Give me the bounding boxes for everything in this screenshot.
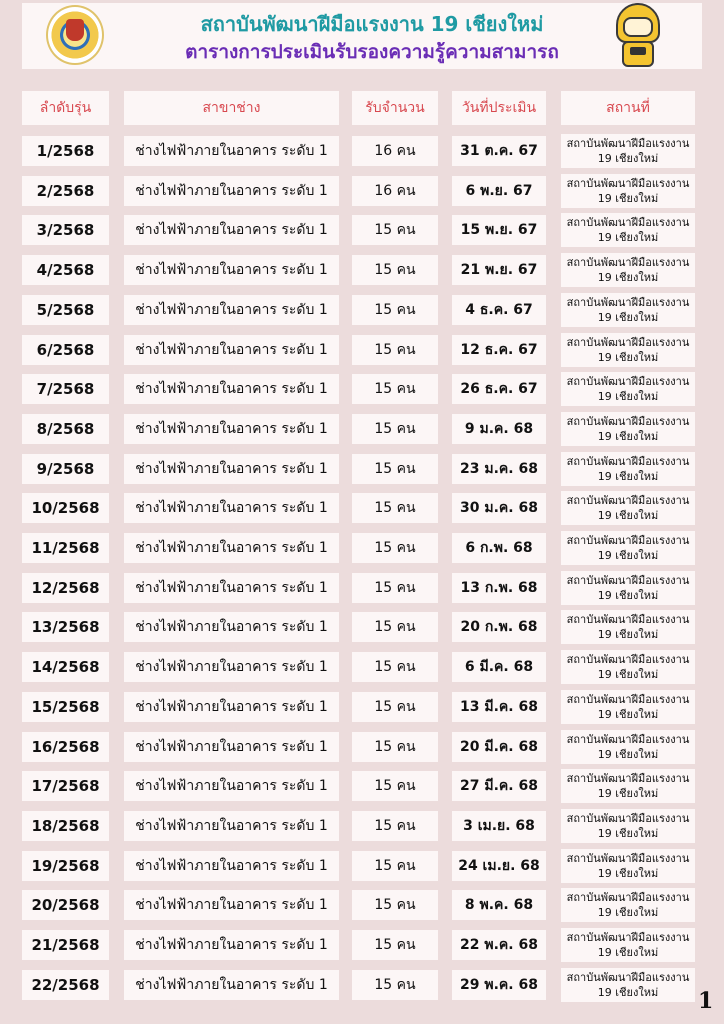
table-cell-date: 26 ธ.ค. 67: [452, 374, 546, 404]
table-cell-date: 3 เม.ย. 68: [452, 811, 546, 841]
table-cell-branch: ช่างไฟฟ้าภายในอาคาร ระดับ 1: [124, 612, 339, 642]
table-cell-batch: 12/2568: [22, 573, 109, 603]
place-line-2: 19 เชียงใหม่: [597, 509, 659, 522]
table-cell-date: 6 พ.ย. 67: [452, 176, 546, 206]
place-line-1: สถาบันพัฒนาฝีมือแรงงาน: [566, 375, 690, 388]
table-cell-batch: 5/2568: [22, 295, 109, 325]
table-cell-batch: 3/2568: [22, 215, 109, 245]
column-header-count: รับจำนวน: [352, 91, 438, 125]
place-line-2: 19 เชียงใหม่: [597, 351, 659, 364]
table-cell-place: [561, 333, 695, 367]
table-cell-date: 13 มี.ค. 68: [452, 692, 546, 722]
table-cell-count: 16 คน: [352, 136, 438, 166]
table-cell-count: 15 คน: [352, 414, 438, 444]
table-cell-date: 13 ก.พ. 68: [452, 573, 546, 603]
table-cell-branch: ช่างไฟฟ้าภายในอาคาร ระดับ 1: [124, 454, 339, 484]
table-cell-place: [561, 809, 695, 843]
place-line-1: สถาบันพัฒนาฝีมือแรงงาน: [566, 733, 690, 746]
place-line-1: สถาบันพัฒนาฝีมือแรงงาน: [566, 415, 690, 428]
table-cell-count: 16 คน: [352, 176, 438, 206]
table-cell-place: [561, 412, 695, 446]
place-line-1: สถาบันพัฒนาฝีมือแรงงาน: [566, 931, 690, 944]
place-line-1: สถาบันพัฒนาฝีมือแรงงาน: [566, 852, 690, 865]
table-cell-branch: ช่างไฟฟ้าภายในอาคาร ระดับ 1: [124, 811, 339, 841]
table-cell-batch: 10/2568: [22, 493, 109, 523]
table-cell-place: [561, 730, 695, 764]
place-line-2: 19 เชียงใหม่: [597, 549, 659, 562]
table-cell-branch: ช่างไฟฟ้าภายในอาคาร ระดับ 1: [124, 851, 339, 881]
place-line-1: สถาบันพัฒนาฝีมือแรงงาน: [566, 613, 690, 626]
table-cell-count: 15 คน: [352, 930, 438, 960]
table-cell-place: [561, 452, 695, 486]
table-cell-batch: 11/2568: [22, 533, 109, 563]
place-line-1: สถาบันพัฒนาฝีมือแรงงาน: [566, 177, 690, 190]
table-cell-branch: ช่างไฟฟ้าภายในอาคาร ระดับ 1: [124, 930, 339, 960]
place-line-1: สถาบันพัฒนาฝีมือแรงงาน: [566, 574, 690, 587]
table-cell-place: [561, 650, 695, 684]
table-cell-date: 15 พ.ย. 67: [452, 215, 546, 245]
table-cell-place: [561, 531, 695, 565]
place-line-2: 19 เชียงใหม่: [597, 867, 659, 880]
table-cell-branch: ช่างไฟฟ้าภายในอาคาร ระดับ 1: [124, 573, 339, 603]
place-line-1: สถาบันพัฒนาฝีมือแรงงาน: [566, 653, 690, 666]
table-cell-branch: ช่างไฟฟ้าภายในอาคาร ระดับ 1: [124, 533, 339, 563]
place-line-2: 19 เชียงใหม่: [597, 271, 659, 284]
place-line-2: 19 เชียงใหม่: [597, 748, 659, 761]
table-cell-date: 21 พ.ย. 67: [452, 255, 546, 285]
column-header-place: สถานที่: [561, 91, 695, 125]
place-line-1: สถาบันพัฒนาฝีมือแรงงาน: [566, 772, 690, 785]
place-line-1: สถาบันพัฒนาฝีมือแรงงาน: [566, 455, 690, 468]
place-line-2: 19 เชียงใหม่: [597, 192, 659, 205]
table-cell-count: 15 คน: [352, 771, 438, 801]
place-line-2: 19 เชียงใหม่: [597, 708, 659, 721]
place-line-2: 19 เชียงใหม่: [597, 152, 659, 165]
table-cell-branch: ช่างไฟฟ้าภายในอาคาร ระดับ 1: [124, 335, 339, 365]
place-line-2: 19 เชียงใหม่: [597, 589, 659, 602]
table-cell-place: [561, 174, 695, 208]
table-cell-count: 15 คน: [352, 533, 438, 563]
place-line-1: สถาบันพัฒนาฝีมือแรงงาน: [566, 216, 690, 229]
table-cell-date: 4 ธ.ค. 67: [452, 295, 546, 325]
table-cell-count: 15 คน: [352, 970, 438, 1000]
table-cell-batch: 4/2568: [22, 255, 109, 285]
table-cell-batch: 19/2568: [22, 851, 109, 881]
table-cell-count: 15 คน: [352, 335, 438, 365]
table-cell-count: 15 คน: [352, 493, 438, 523]
place-line-1: สถาบันพัฒนาฝีมือแรงงาน: [566, 534, 690, 547]
table-cell-branch: ช่างไฟฟ้าภายในอาคาร ระดับ 1: [124, 255, 339, 285]
place-line-2: 19 เชียงใหม่: [597, 827, 659, 840]
place-line-1: สถาบันพัฒนาฝีมือแรงงาน: [566, 812, 690, 825]
table-cell-date: 27 มี.ค. 68: [452, 771, 546, 801]
table-cell-batch: 14/2568: [22, 652, 109, 682]
table-cell-date: 29 พ.ค. 68: [452, 970, 546, 1000]
table-cell-place: [561, 968, 695, 1002]
table-cell-batch: 15/2568: [22, 692, 109, 722]
table-cell-place: [561, 928, 695, 962]
table-cell-batch: 16/2568: [22, 732, 109, 762]
table-cell-batch: 2/2568: [22, 176, 109, 206]
table-cell-branch: ช่างไฟฟ้าภายในอาคาร ระดับ 1: [124, 215, 339, 245]
table-cell-branch: ช่างไฟฟ้าภายในอาคาร ระดับ 1: [124, 890, 339, 920]
table-cell-place: [561, 571, 695, 605]
table-cell-branch: ช่างไฟฟ้าภายในอาคาร ระดับ 1: [124, 493, 339, 523]
place-line-2: 19 เชียงใหม่: [597, 470, 659, 483]
table-cell-place: [561, 849, 695, 883]
place-line-1: สถาบันพัฒนาฝีมือแรงงาน: [566, 891, 690, 904]
table-cell-count: 15 คน: [352, 215, 438, 245]
column-header-date: วันที่ประเมิน: [452, 91, 546, 125]
table-cell-count: 15 คน: [352, 255, 438, 285]
table-cell-date: 30 ม.ค. 68: [452, 493, 546, 523]
place-line-1: สถาบันพัฒนาฝีมือแรงงาน: [566, 336, 690, 349]
table-cell-branch: ช่างไฟฟ้าภายในอาคาร ระดับ 1: [124, 771, 339, 801]
table-cell-place: [561, 372, 695, 406]
place-line-1: สถาบันพัฒนาฝีมือแรงงาน: [566, 296, 690, 309]
table-cell-place: [561, 491, 695, 525]
place-line-2: 19 เชียงใหม่: [597, 390, 659, 403]
table-cell-batch: 7/2568: [22, 374, 109, 404]
table-cell-batch: 20/2568: [22, 890, 109, 920]
column-header-branch: สาขาช่าง: [124, 91, 339, 125]
place-line-1: สถาบันพัฒนาฝีมือแรงงาน: [566, 494, 690, 507]
table-cell-date: 23 ม.ค. 68: [452, 454, 546, 484]
table-cell-date: 6 มี.ค. 68: [452, 652, 546, 682]
institute-emblem-icon: [46, 5, 104, 65]
page-number: 1: [698, 988, 714, 1014]
table-cell-count: 15 คน: [352, 732, 438, 762]
table-cell-date: 6 ก.พ. 68: [452, 533, 546, 563]
place-line-2: 19 เชียงใหม่: [597, 946, 659, 959]
table-cell-branch: ช่างไฟฟ้าภายในอาคาร ระดับ 1: [124, 692, 339, 722]
table-cell-place: [561, 888, 695, 922]
table-cell-count: 15 คน: [352, 295, 438, 325]
table-cell-batch: 21/2568: [22, 930, 109, 960]
place-line-2: 19 เชียงใหม่: [597, 668, 659, 681]
table-cell-place: [561, 769, 695, 803]
table-cell-date: 8 พ.ค. 68: [452, 890, 546, 920]
table-cell-branch: ช่างไฟฟ้าภายในอาคาร ระดับ 1: [124, 732, 339, 762]
place-line-2: 19 เชียงใหม่: [597, 430, 659, 443]
table-cell-date: 12 ธ.ค. 67: [452, 335, 546, 365]
table-cell-place: [561, 690, 695, 724]
place-line-2: 19 เชียงใหม่: [597, 628, 659, 641]
page-header: [22, 3, 702, 69]
table-cell-batch: 18/2568: [22, 811, 109, 841]
table-cell-date: 20 ก.พ. 68: [452, 612, 546, 642]
table-cell-count: 15 คน: [352, 612, 438, 642]
table-cell-batch: 13/2568: [22, 612, 109, 642]
table-cell-place: [561, 610, 695, 644]
place-line-1: สถาบันพัฒนาฝีมือแรงงาน: [566, 971, 690, 984]
place-line-1: สถาบันพัฒนาฝีมือแรงงาน: [566, 693, 690, 706]
table-cell-batch: 22/2568: [22, 970, 109, 1000]
place-line-2: 19 เชียงใหม่: [597, 787, 659, 800]
page-title: สถาบันพัฒนาฝีมือแรงงาน 19 เชียงใหม่: [200, 12, 544, 36]
table-cell-batch: 6/2568: [22, 335, 109, 365]
table-cell-place: [561, 253, 695, 287]
table-cell-branch: ช่างไฟฟ้าภายในอาคาร ระดับ 1: [124, 970, 339, 1000]
place-line-1: สถาบันพัฒนาฝีมือแรงงาน: [566, 137, 690, 150]
page-subtitle: ตารางการประเมินรับรองความรู้ความสามารถ: [185, 41, 559, 63]
table-cell-date: 9 ม.ค. 68: [452, 414, 546, 444]
table-cell-batch: 8/2568: [22, 414, 109, 444]
place-line-1: สถาบันพัฒนาฝีมือแรงงาน: [566, 256, 690, 269]
table-cell-batch: 9/2568: [22, 454, 109, 484]
place-line-2: 19 เชียงใหม่: [597, 311, 659, 324]
table-cell-branch: ช่างไฟฟ้าภายในอาคาร ระดับ 1: [124, 374, 339, 404]
place-line-2: 19 เชียงใหม่: [597, 231, 659, 244]
table-cell-branch: ช่างไฟฟ้าภายในอาคาร ระดับ 1: [124, 176, 339, 206]
table-cell-count: 15 คน: [352, 652, 438, 682]
table-cell-branch: ช่างไฟฟ้าภายในอาคาร ระดับ 1: [124, 414, 339, 444]
table-cell-place: [561, 213, 695, 247]
table-cell-count: 15 คน: [352, 454, 438, 484]
column-header-batch: ลำดับรุ่น: [22, 91, 109, 125]
place-line-2: 19 เชียงใหม่: [597, 986, 659, 999]
table-cell-date: 24 เม.ย. 68: [452, 851, 546, 881]
place-line-2: 19 เชียงใหม่: [597, 906, 659, 919]
table-cell-branch: ช่างไฟฟ้าภายในอาคาร ระดับ 1: [124, 136, 339, 166]
table-cell-count: 15 คน: [352, 890, 438, 920]
table-cell-date: 22 พ.ค. 68: [452, 930, 546, 960]
table-cell-count: 15 คน: [352, 374, 438, 404]
table-cell-count: 15 คน: [352, 692, 438, 722]
table-cell-date: 31 ต.ค. 67: [452, 136, 546, 166]
table-cell-count: 15 คน: [352, 811, 438, 841]
table-cell-date: 20 มี.ค. 68: [452, 732, 546, 762]
table-cell-branch: ช่างไฟฟ้าภายในอาคาร ระดับ 1: [124, 652, 339, 682]
table-cell-count: 15 คน: [352, 573, 438, 603]
table-cell-count: 15 คน: [352, 851, 438, 881]
table-cell-branch: ช่างไฟฟ้าภายในอาคาร ระดับ 1: [124, 295, 339, 325]
mascot-icon: [610, 3, 666, 69]
table-cell-place: [561, 134, 695, 168]
table-cell-batch: 1/2568: [22, 136, 109, 166]
table-cell-place: [561, 293, 695, 327]
table-cell-batch: 17/2568: [22, 771, 109, 801]
